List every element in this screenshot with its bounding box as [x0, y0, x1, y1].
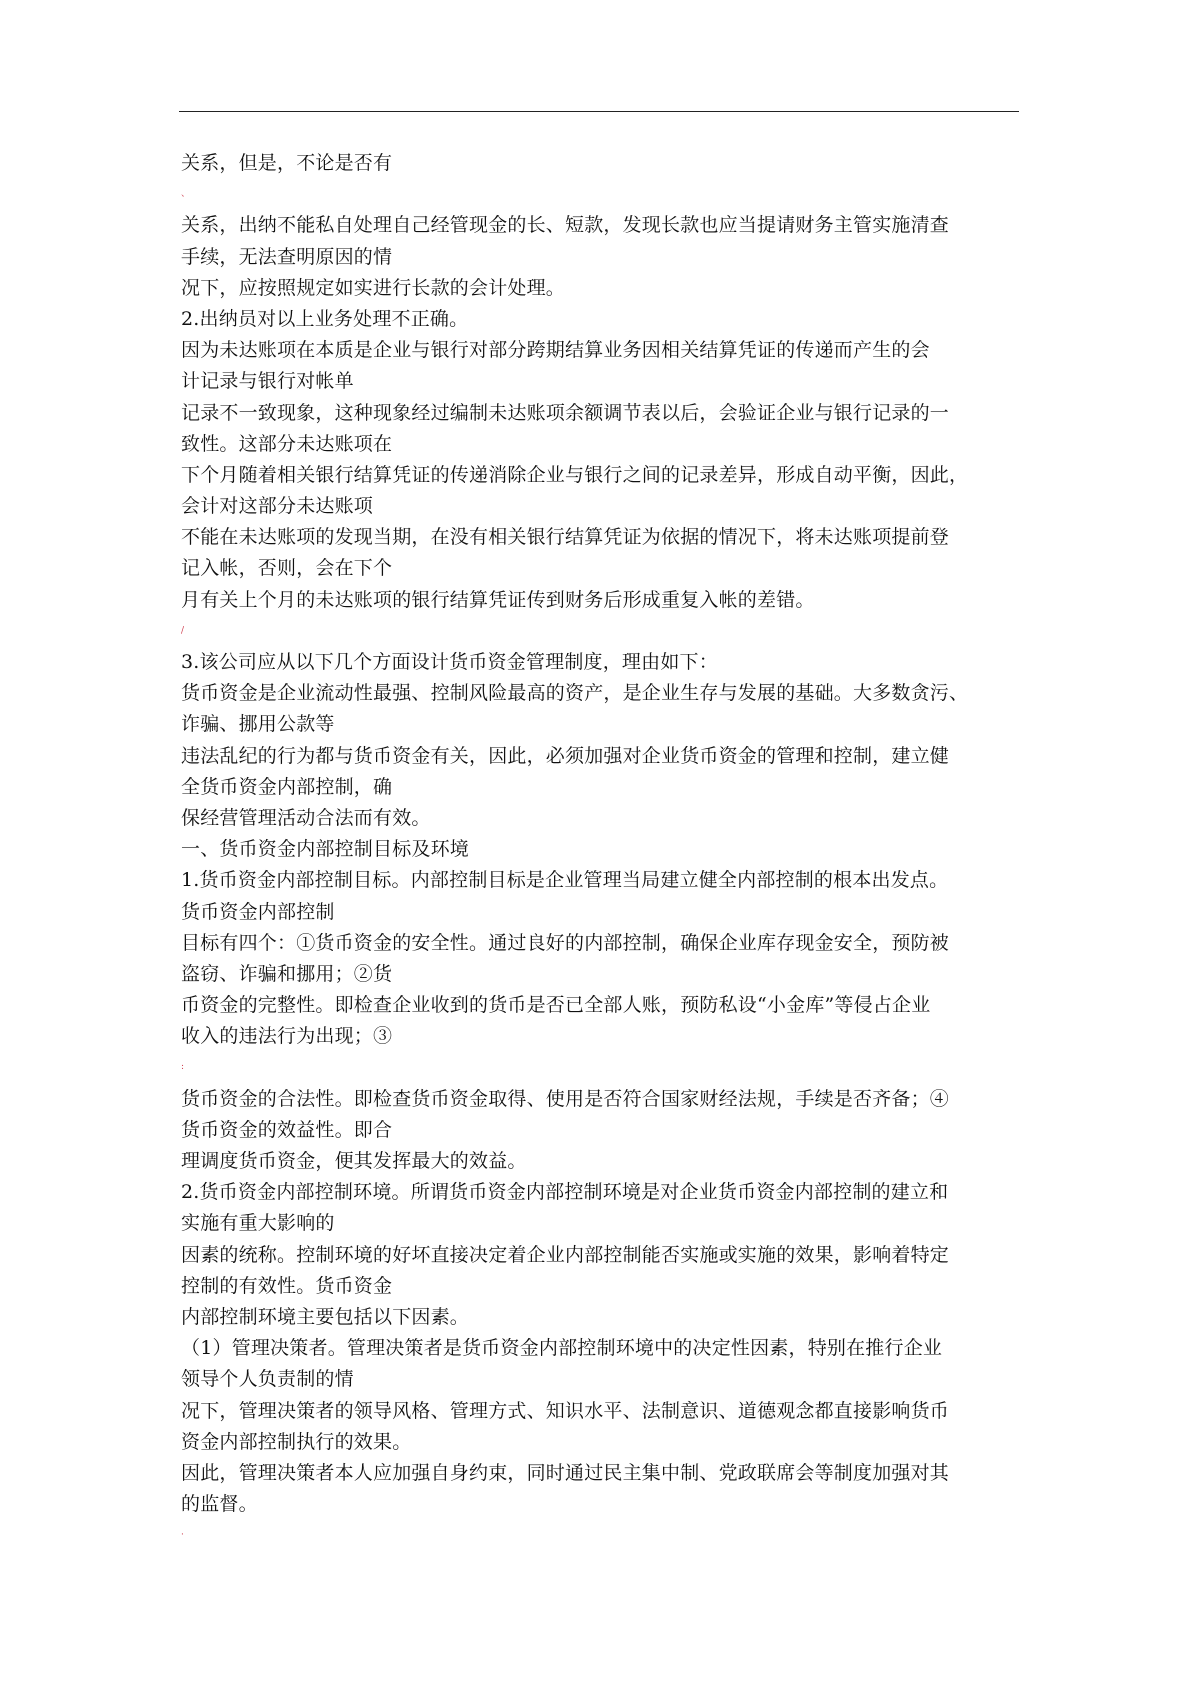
text-line: 月有关上个月的未达账项的银行结算凭证传到财务后形成重复入帐的差错。 [181, 588, 815, 611]
text-line: 2.货币资金内部控制环境。所谓货币资金内部控制环境是对企业货币资金内部控制的建立和 [181, 1181, 949, 1204]
text-line: 收入的违法行为出现；③ [181, 1025, 393, 1048]
text-line: 违法乱纪的行为都与货币资金有关，因此，必须加强对企业货币资金的管理和控制，建立健 [181, 744, 950, 767]
text-line: 致性。这部分未达账项在 [181, 432, 393, 455]
text-line: 控制的有效性。货币资金 [181, 1274, 393, 1297]
text-line: 货币资金的效益性。即合 [181, 1118, 393, 1141]
text-line: 保经营管理活动合法而有效。 [181, 806, 431, 829]
text-line: 记录不一致现象，这种现象经过编制未达账项余额调节表以后，会验证企业与银行记录的一 [181, 401, 950, 424]
text-line: 3.该公司应从以下几个方面设计货币资金管理制度，理由如下： [181, 651, 718, 673]
text-line: 目标有四个：①货币资金的安全性。通过良好的内部控制，确保企业库存现金安全，预防被 [181, 931, 950, 954]
text-line: 内部控制环境主要包括以下因素。 [181, 1305, 470, 1328]
text-line: 关系，出纳不能私自处理自己经管现金的长、短款，发现长款也应当提请财务主管实施清查 [181, 214, 950, 237]
text-line: 1.货币资金内部控制目标。内部控制目标是企业管理当局建立健全内部控制的根本出发点。 [181, 869, 949, 892]
text-line: 一、货币资金内部控制目标及环境 [181, 838, 470, 861]
text-line: 盗窃、诈骗和挪用；②货 [181, 962, 393, 985]
text-line: 记入帐，否则，会在下个 [181, 557, 393, 580]
text-line: 因为未达账项在本质是企业与银行对部分跨期结算业务因相关结算凭证的传递而产生的会 [181, 339, 930, 362]
text-line: 不能在未达账项的发现当期，在没有相关银行结算凭证为依据的情况下，将未达账项提前登 [181, 526, 950, 549]
text-line: 关系，但是，不论是否有 [181, 152, 393, 174]
text-line: 诈骗、挪用公款等 [181, 713, 335, 736]
stray-mark: 、 [181, 189, 191, 200]
text-line: 况下，应按照规定如实进行长款的会计处理。 [181, 276, 566, 299]
text-line: 的监督。 [181, 1493, 258, 1516]
text-line: 货币资金的合法性。即检查货币资金取得、使用是否符合国家财经法规，手续是否齐备；④ [181, 1087, 950, 1110]
text-line: 全货币资金内部控制，确 [181, 775, 393, 798]
text-line: 实施有重大影响的 [181, 1212, 335, 1235]
text-line: 会计对这部分未达账项 [181, 495, 374, 518]
header-rule [179, 111, 1019, 112]
text-line: 况下，管理决策者的领导风格、管理方式、知识水平、法制意识、道德观念都直接影响货币 [181, 1399, 950, 1422]
text-line: 因素的统称。控制环境的好坏直接决定着企业内部控制能否实施或实施的效果，影响着特定 [181, 1243, 950, 1266]
text-line: 币资金的完整性。即检查企业收到的货币是否已全部人账，预防私设“小金库”等侵占企业 [181, 994, 931, 1017]
text-line: 资金内部控制执行的效果。 [181, 1430, 412, 1453]
document-body [181, 148, 1021, 1551]
stray-mark: · [181, 1530, 184, 1541]
text-line: 2.出纳员对以上业务处理不正确。 [181, 307, 469, 330]
text-line: 领导个人负责制的情 [181, 1368, 354, 1391]
text-line: （1）管理决策者。管理决策者是货币资金内部控制环境中的决定性因素，特别在推行企业 [181, 1337, 943, 1360]
text-line: 货币资金是企业流动性最强、控制风险最高的资产，是企业生存与发展的基础。大多数贪污、 [181, 682, 969, 705]
text-line: 货币资金内部控制 [181, 900, 335, 923]
stray-mark: / [181, 625, 185, 636]
text-line: 下个月随着相关银行结算凭证的传递消除企业与银行之间的记录差异，形成自动平衡，因此， [181, 463, 969, 486]
text-line: 理调度货币资金，便其发挥最大的效益。 [181, 1150, 527, 1172]
stray-mark: : [181, 1062, 185, 1073]
text-line: 因此，管理决策者本人应加强自身约束，同时通过民主集中制、党政联席会等制度加强对其 [181, 1461, 950, 1484]
text-line: 手续，无法查明原因的情 [181, 245, 393, 268]
text-line: 计记录与银行对帐单 [181, 370, 354, 393]
